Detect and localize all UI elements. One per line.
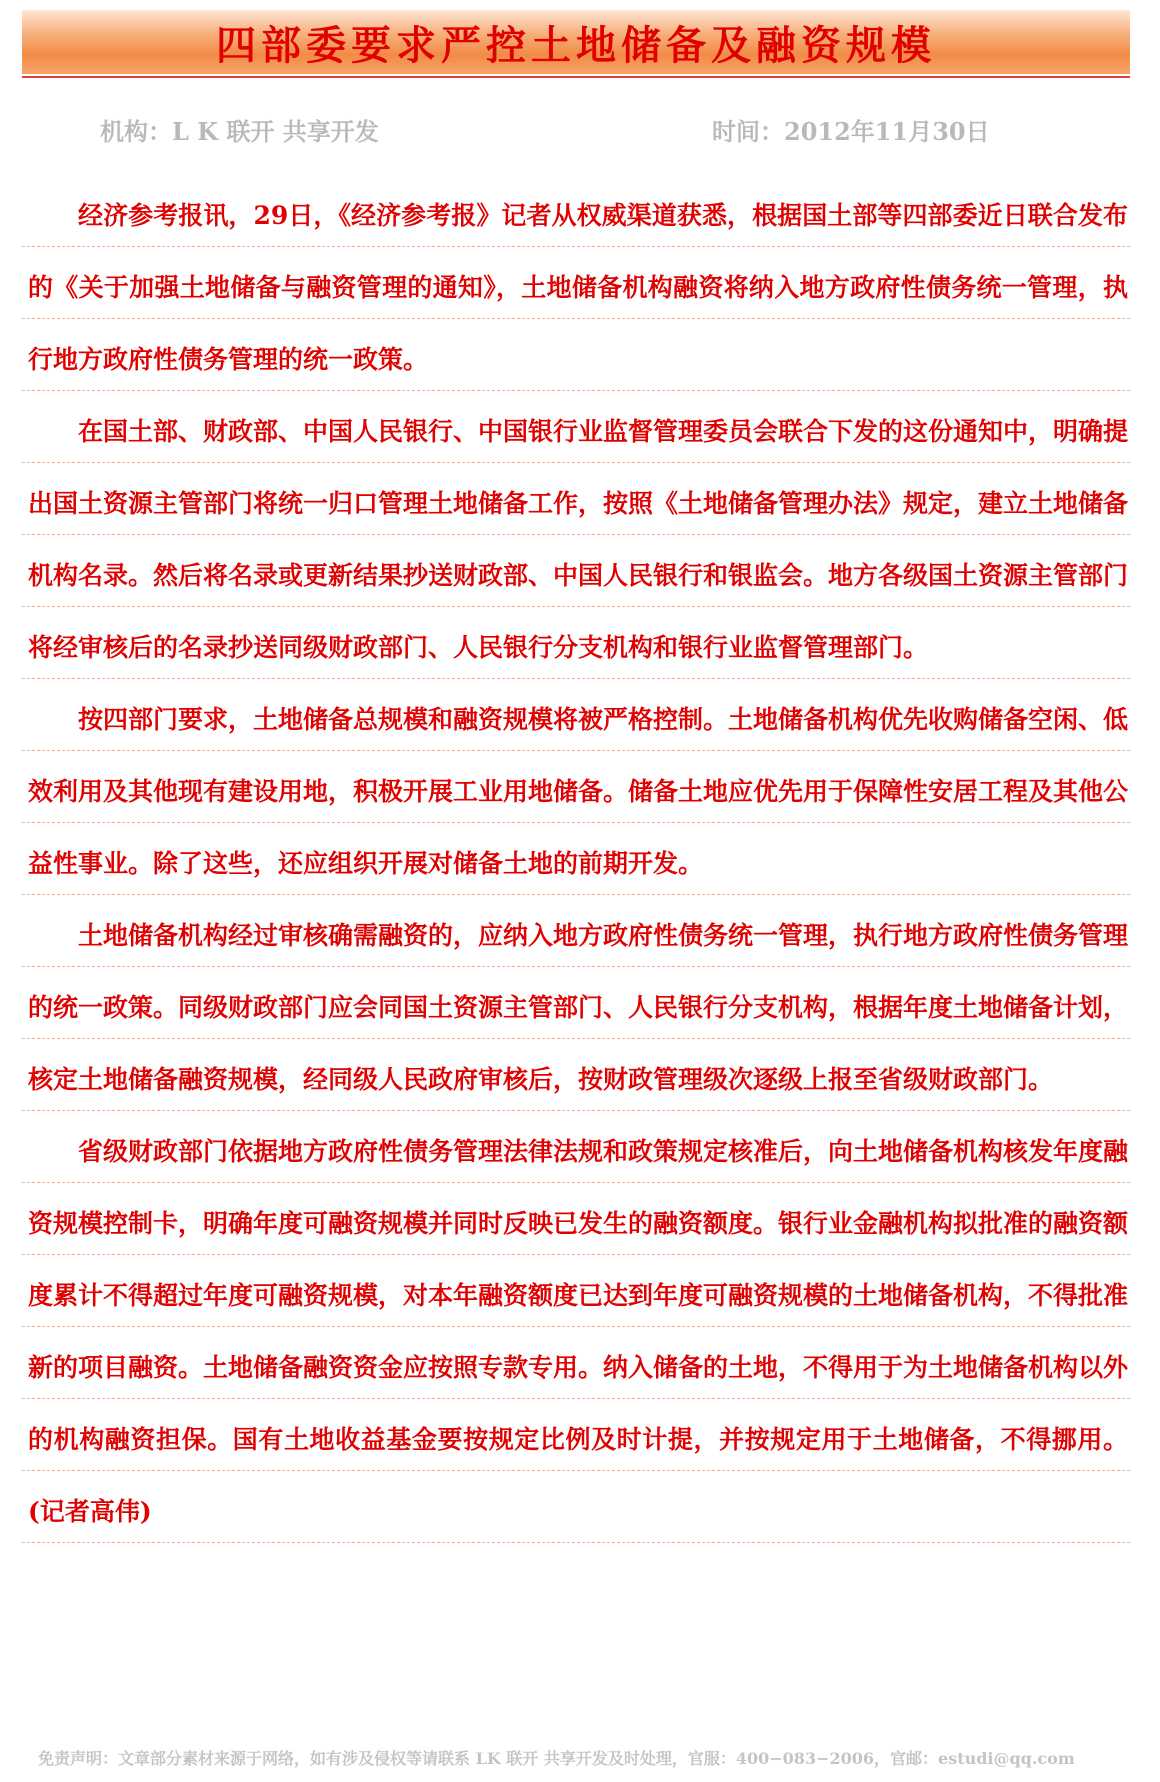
paragraph: 经济参考报讯，29日，《经济参考报》记者从权威渠道获悉，根据国土部等四部委近日联合发布的《关于加强土地储备与融资管理的通知》，土地储备机构融资将纳入地方政府性债务统一管理，执行地方政府性债务管理的统一政策。	[28, 180, 1128, 396]
title-divider	[22, 76, 1130, 78]
paragraph: 在国土部、财政部、中国人民银行、中国银行业监督管理委员会联合下发的这份通知中，明确提出国土资源主管部门将统一归口管理土地储备工作，按照《土地储备管理办法》规定，建立土地储备机构名录。然后将名录或更新结果抄送财政部、中国人民银行和银监会。地方各级国土资源主管部门将经审核后的名录抄送同级财政部门、人民银行分支机构和银行业监督管理部门。	[28, 396, 1128, 684]
title-banner	[22, 10, 1130, 74]
page-title: 四部委要求严控土地储备及融资规模	[216, 21, 936, 69]
source-label: 机构：L K 联开 共享开发	[100, 117, 379, 146]
date-label: 时间：2012年11月30日	[712, 117, 990, 146]
article-body	[28, 180, 1128, 1548]
disclaimer: 免责声明：文章部分素材来源于网络，如有涉及侵权等请联系 LK 联开 共享开发及时处理，官服：400−083−2006，官邮：estudi@qq.com	[38, 1749, 1075, 1768]
paragraph: 土地储备机构经过审核确需融资的，应纳入地方政府性债务统一管理，执行地方政府性债务管理的统一政策。同级财政部门应会同国土资源主管部门、人民银行分支机构，根据年度土地储备计划，核定土地储备融资规模，经同级人民政府审核后，按财政管理级次逐级上报至省级财政部门。	[28, 900, 1128, 1116]
paragraph: 省级财政部门依据地方政府性债务管理法律法规和政策规定核准后，向土地储备机构核发年度融资规模控制卡，明确年度可融资规模并同时反映已发生的融资额度。银行业金融机构拟批准的融资额度累计不得超过年度可融资规模，对本年融资额度已达到年度可融资规模的土地储备机构，不得批准新的项目融资。土地储备融资资金应按照专款专用。纳入储备的土地，不得用于为土地储备机构以外的机构融资担保。国有土地收益基金要按规定比例及时计提，并按规定用于土地储备，不得挪用。(记者高伟)	[28, 1116, 1128, 1548]
paragraph: 按四部门要求，土地储备总规模和融资规模将被严格控制。土地储备机构优先收购储备空闲、低效利用及其他现有建设用地，积极开展工业用地储备。储备土地应优先用于保障性安居工程及其他公益性事业。除了这些，还应组织开展对储备土地的前期开发。	[28, 684, 1128, 900]
